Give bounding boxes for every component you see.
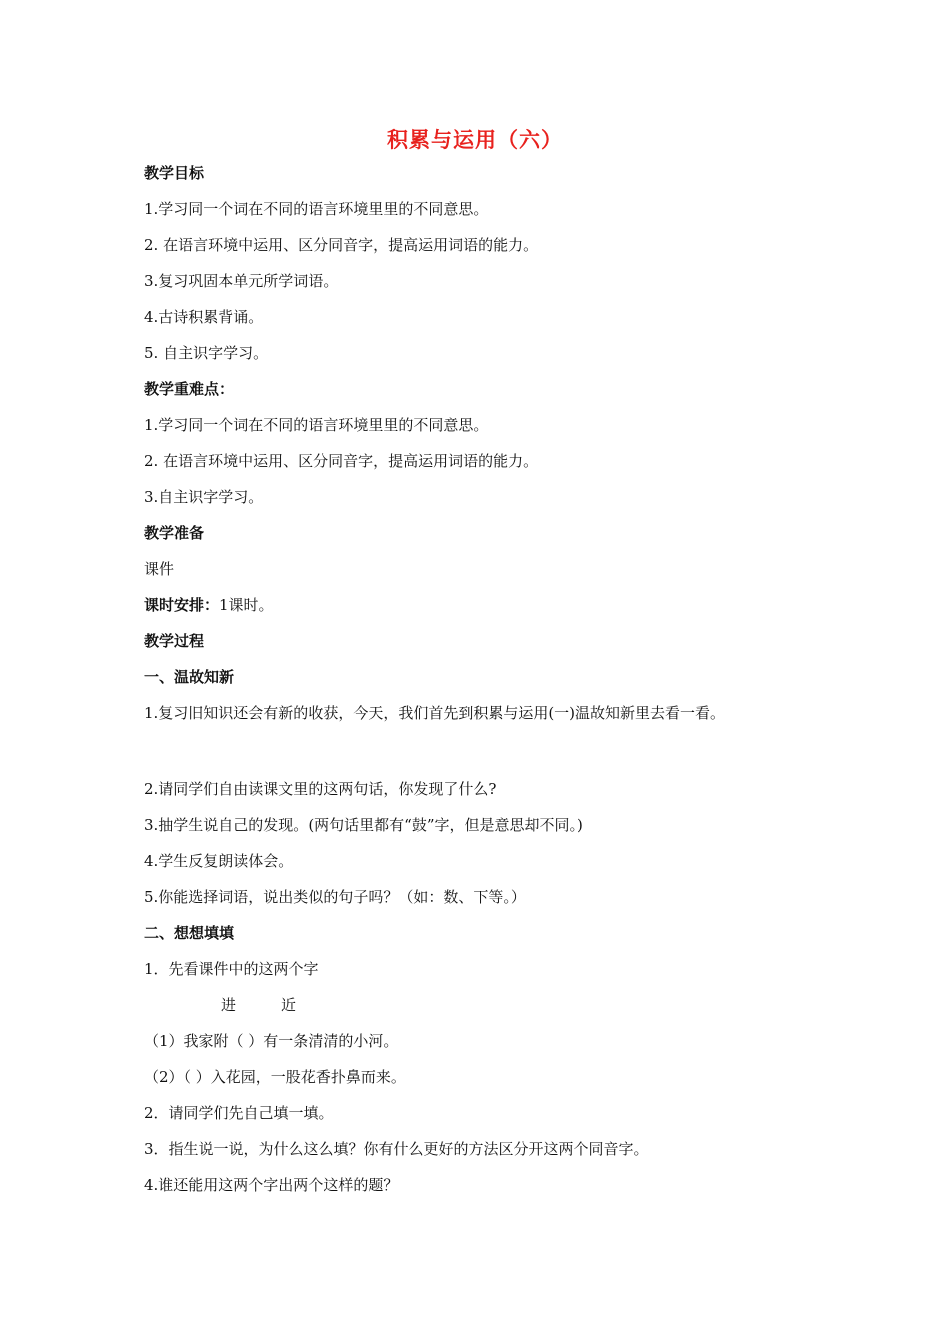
section2-step: 3．指生说一说，为什么这么填？你有什么更好的方法区分开这两个同音字。	[144, 1140, 649, 1158]
goal-item: 5. 自主识字学习。	[144, 344, 269, 362]
key-point-item: 1.学习同一个词在不同的语言环境里里的不同意思。	[144, 416, 489, 434]
section1-item: 1.复习旧知识还会有新的收获，今天，我们首先到积累与运用(一)温故知新里去看一看。	[144, 704, 726, 722]
section2-step: 2．请同学们先自己填一填。	[144, 1104, 334, 1122]
homophone-char-a: 进	[221, 996, 237, 1014]
key-points-heading: 教学重难点：	[144, 380, 235, 398]
document-title: 积累与运用（六）	[387, 128, 563, 152]
prep-text: 课件	[144, 560, 175, 578]
fill-blank-sentence: （1）我家附（ ）有一条清清的小河。	[144, 1032, 399, 1050]
section1-item: 4.学生反复朗读体会。	[144, 852, 294, 870]
schedule-line	[144, 595, 274, 615]
schedule-value: 1课时。	[219, 596, 274, 614]
homophone-char-b: 近	[281, 996, 297, 1014]
section2-heading: 二、想想填填	[144, 924, 235, 942]
goal-item: 4.古诗积累背诵。	[144, 308, 264, 326]
section1-heading: 一、温故知新	[144, 668, 235, 686]
prep-heading: 教学准备	[144, 524, 205, 542]
process-heading: 教学过程	[144, 632, 205, 650]
goal-item: 3.复习巩固本单元所学词语。	[144, 272, 339, 290]
fill-blank-sentence: （2）（ ）入花园，一股花香扑鼻而来。	[144, 1068, 406, 1086]
goal-item: 1.学习同一个词在不同的语言环境里里的不同意思。	[144, 200, 489, 218]
goals-heading: 教学目标	[144, 164, 205, 182]
schedule-label: 课时安排：	[144, 596, 220, 614]
section1-item: 5.你能选择词语，说出类似的句子吗？（如：数、下等。）	[144, 888, 526, 906]
section1-item: 2.请同学们自由读课文里的这两句话，你发现了什么?	[144, 780, 497, 798]
section2-step: 1．先看课件中的这两个字	[144, 960, 319, 978]
section1-item: 3.抽学生说自己的发现。(两句话里都有“鼓”字，但是意思却不同。)	[144, 816, 583, 834]
key-point-item: 2. 在语言环境中运用、区分同音字，提高运用词语的能力。	[144, 452, 539, 470]
key-point-item: 3.自主识字学习。	[144, 488, 264, 506]
section2-step: 4.谁还能用这两个字出两个这样的题？	[144, 1176, 399, 1194]
goal-item: 2. 在语言环境中运用、区分同音字，提高运用词语的能力。	[144, 236, 539, 254]
